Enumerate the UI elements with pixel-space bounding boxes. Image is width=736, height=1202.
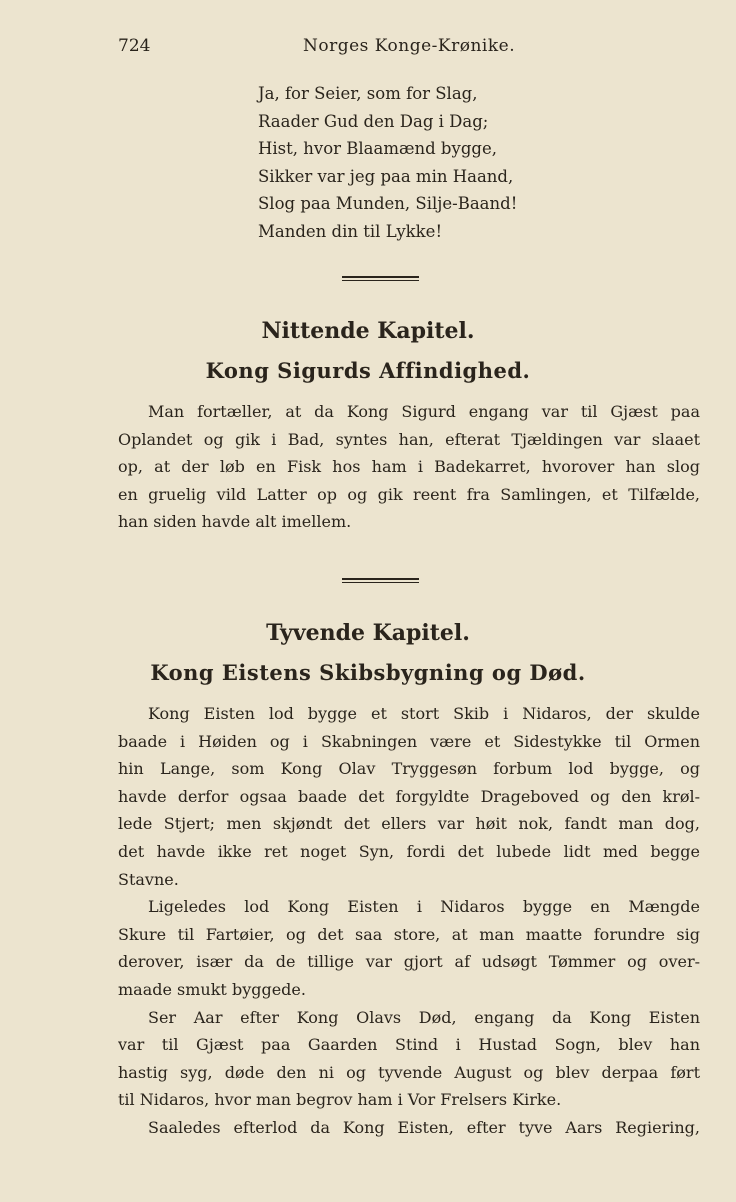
- text-line: Man fortæller, at da Kong Sigurd engang var til Gjæst paa: [148, 402, 700, 421]
- poem-line: Manden din til Lykke!: [258, 221, 443, 241]
- text-line: maade smukt byggede.: [118, 979, 306, 999]
- poem-line: Hist, hvor Blaamænd bygge,: [258, 139, 497, 159]
- section-divider: [342, 276, 419, 278]
- text-line: var til Gjæst paa Gaarden Stind i Hustad Sogn, blev han: [118, 1035, 700, 1055]
- text-line: baade i Høiden og i Skabningen være et Sidestykke til Ormen: [118, 731, 700, 751]
- text-line: til Nidaros, hvor man begrov ham i Vor Frelsers Kirke.: [118, 1090, 562, 1110]
- text-line: hastig syg, døde den ni og tyvende August og blev derpaa ført: [118, 1062, 700, 1082]
- text-line: lede Stjert; men skjøndt det ellers var høit nok, fandt man dog,: [118, 814, 700, 834]
- text-line: Oplandet og gik i Bad, syntes han, efterat Tjældingen var slaaet: [118, 429, 700, 449]
- chapter-title: Nittende Kapitel.: [261, 318, 475, 344]
- text-line: Stavne.: [118, 869, 179, 889]
- text-line: havde derfor ogsaa baade det forgyldte Drageboved og den krøl-: [118, 786, 700, 806]
- poem-stanza: [258, 80, 517, 246]
- page-number: 724: [118, 36, 151, 56]
- running-head: Norges Konge-Krønike.: [303, 36, 516, 56]
- page-header: [118, 36, 698, 60]
- text-line: Saaledes efterlod da Kong Eisten, efter tyve Aars Regiering,: [148, 1117, 700, 1137]
- chapter20-paragraph: [118, 700, 700, 1142]
- poem-line: Raader Gud den Dag i Dag;: [258, 111, 489, 131]
- chapter-subtitle: Kong Sigurds Affindighed.: [205, 358, 531, 383]
- poem-line: Slog paa Munden, Silje-Baand!: [258, 194, 518, 214]
- chapter-title: Tyvende Kapitel.: [266, 620, 470, 646]
- text-line: det havde ikke ret noget Syn, fordi det lubede lidt med begge: [118, 841, 700, 861]
- chapter-subtitle: Kong Eistens Skibsbygning og Død.: [150, 660, 586, 685]
- text-line: hin Lange, som Kong Olav Tryggesøn forbum lod bygge, og: [118, 759, 700, 779]
- text-line: Ligeledes lod Kong Eisten i Nidaros bygge en Mængde: [148, 897, 700, 917]
- text-line: Kong Eisten lod bygge et stort Skib i Nidaros, der skulde: [148, 704, 700, 723]
- poem-line: Ja, for Seier, som for Slag,: [258, 84, 478, 103]
- text-line: Ser Aar efter Kong Olavs Død, engang da Kong Eisten: [148, 1007, 700, 1027]
- text-line: han siden havde alt imellem.: [118, 512, 352, 532]
- poem-line: Sikker var jeg paa min Haand,: [258, 166, 514, 186]
- text-line: en gruelig vild Latter op og gik reent fra Samlingen, et Tilfælde,: [118, 484, 700, 504]
- chapter19-paragraph: [118, 398, 700, 536]
- text-line: derover, især da de tillige var gjort af udsøgt Tømmer og over-: [118, 952, 700, 972]
- text-line: Skure til Fartøier, og det saa store, at man maatte forundre sig: [118, 924, 700, 944]
- text-line: op, at der løb en Fisk hos ham i Badekarret, hvorover han slog: [118, 457, 700, 477]
- section-divider: [342, 578, 419, 580]
